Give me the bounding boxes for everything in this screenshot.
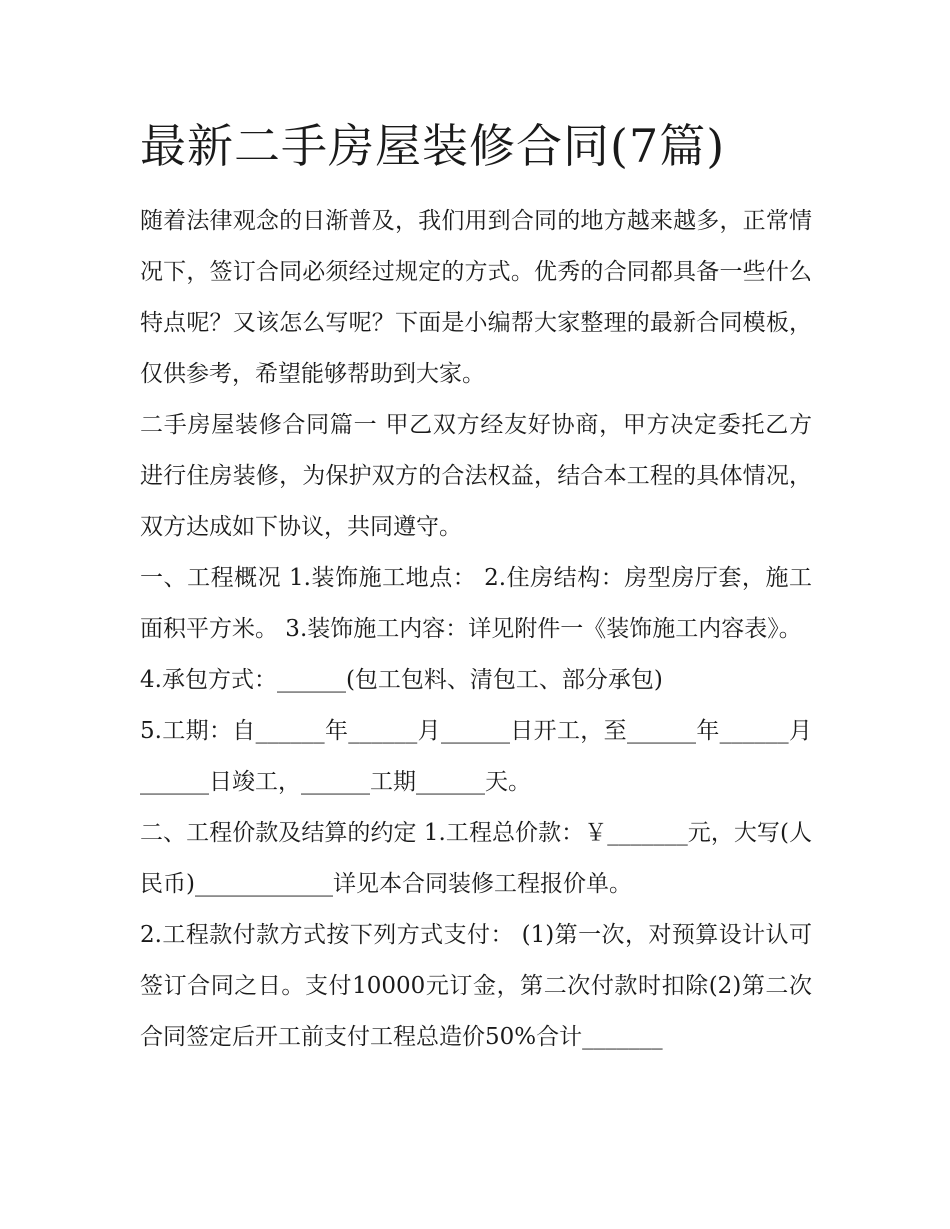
paragraph-project-overview: 一、工程概况 1.装饰施工地点： 2.住房结构：房型房厅套，施工面积平方米。 3.装饰施工内容：详见附件一《装饰施工内容表》。: [140, 565, 812, 642]
paragraph-contract-method: 4.承包方式：______(包工包料、清包工、部分承包): [140, 667, 663, 693]
document-title: 最新二手房屋装修合同(7篇): [140, 119, 726, 173]
paragraph-intro: 随着法律观念的日渐普及，我们用到合同的地方越来越多，正常情况下，签订合同必须经过规定的方式。优秀的合同都具备一些什么特点呢？又该怎么写呢？下面是小编帮大家整理的最新合同模板，仅供参考，希望能够帮助到大家。: [140, 208, 812, 387]
paragraph-contract-one: 二手房屋装修合同篇一 甲乙双方经友好协商，甲方决定委托乙方进行住房装修，为保护双方的合法权益，结合本工程的具体情况，双方达成如下协议，共同遵守。: [140, 412, 812, 540]
document-page: [140, 110, 812, 1063]
paragraph-price: 二、工程价款及结算的约定 1.工程总价款：￥_______元，大写(人民币)____________详见本合同装修工程报价单。: [140, 820, 812, 897]
paragraph-payment: 2.工程款付款方式按下列方式支付： (1)第一次，对预算设计认可签订合同之日。支付10000元订金，第二次付款时扣除(2)第二次合同签定后开工前支付工程总造价50%合计_______: [140, 922, 812, 1050]
paragraph-schedule: 5.工期：自______年______月______日开工，至______年______月______日竣工，______工期______天。: [140, 718, 812, 795]
